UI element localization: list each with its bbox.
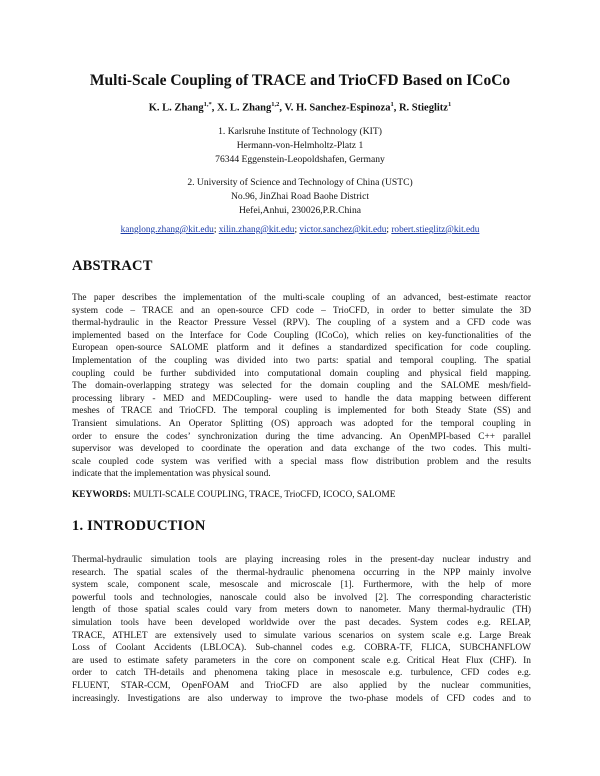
abstract-heading: ABSTRACT [72, 258, 153, 274]
author-name: R. Stieglitz [398, 102, 448, 114]
abstract-body: The paper describes the implementation of the multi-scale coupling of an advanced, best-estimate reactor system code – TRACE and an open-source CFD code – TrioCFD, in order to better simulate the 3D thermal-hydraulic in the Reactor Pressure Vessel (RPV). The coupling of a system and a CFD code was implemented based on the Interface for Code Coupling (ICoCo), which relies on key-functionalities of the European open-source SALOME platform and it defines a standardized specification for code coupling. Implementation of the coupling was divided into two parts: spatial and temporal coupling. The spatial coupling could be further subdivided into computational domain coupling and physical field mapping. The domain-overlapping strategy was selected for the domain coupling and the SALOME mesh/field- processing library - MED and MEDCoupling- were used to handle the data mapping between different meshes of TRACE and TrioCFD. The temporal coupling is implemented for both Steady State (SS) and Transient simulations. An Operator Splitting (OS) approach was adopted for the temporal coupling in order to ensure the codes’ synchronization during the time advancing. An OpenMPI-based C++ parallel supervisor was developed to coordinate the operation and data exchange of the two codes. This multi- scale coupled code system was verified with a special mass flow distribution problem and the results indicate that the implementation was physical sound. [72, 293, 531, 480]
author-name: V. H. Sanchez-Espinoza [284, 102, 391, 114]
author-list: K. L. Zhang$^{1,*}$, X. L. Zhang$^{1,2}$, V. H. Sanchez-Espinoza$^1$, R. Stieglitz$^1$ [148, 101, 452, 114]
introduction-body: Thermal-hydraulic simulation tools are playing increasing roles in the present-day nuclear industry and research. The spatial scales of the thermal-hydraulic phenomena occurring in the NPP mainly involve system scale, component scale, mesoscale and microscale [1]. Furthermore, with the help of more powerful tools and technologies, nanoscale could also be involved [2]. The corresponding characteristic length of those spatial scales could vary from meters down to nanometer. Many thermal-hydraulic (TH) simulation tools have been developed worldwide over the past decades. System codes e.g. RELAP, TRACE, ATHLET are extensively used to simulate various scenarios on system scale e.g. Large Break Loss of Coolant Accidents (LBLOCA). Sub-channel codes e.g. COBRA-TF, FLICA, SUBCHANFLOW are used to estimate safety parameters in the core on component scale e.g. Critical Heat Flux (CHF). In order to catch TH-details and phenomena taking place in mesoscale e.g. turbulence, CFD codes e.g. FLUENT, STAR-CCM, OpenFOAM and TrioCFD are also applied by the nuclear communities, increasingly. Investigations are also underway to improve the two-phase models of CFD codes and to [72, 555, 531, 704]
author-affiliation-marker: 1 [447, 101, 452, 108]
keywords-line [72, 490, 395, 500]
affiliation-ustc: 2. University of Science and Technology of China (USTC) No.96, JinZhai Road Baohe District Hefei,Anhui, 230026,P.R.China [187, 177, 413, 217]
email-link[interactable]: xilin.zhang@kit.edu [218, 225, 295, 235]
keywords-list: MULTI-SCALE COUPLING, TRACE, TrioCFD, ICOCO, SALOME [133, 490, 396, 500]
author-affiliation-marker: 1,2 [271, 101, 280, 108]
email-link[interactable]: robert.stieglitz@kit.edu [391, 225, 480, 235]
keywords-label: KEYWORDS: [72, 490, 131, 500]
author-name: K. L. Zhang [148, 102, 204, 114]
email-list: kanglong.zhang@kit.edu; xilin.zhang@kit.edu; victor.sanchez@kit.edu; robert.stieglitz@kit.edu [120, 225, 480, 235]
introduction-heading: 1. INTRODUCTION [72, 518, 206, 534]
author-name: X. L. Zhang [217, 102, 272, 114]
affiliation-kit: 1. Karlsruhe Institute of Technology (KIT) Hermann-von-Helmholtz-Platz 1 76344 Eggenstein-Leopoldshafen, Germany [215, 126, 385, 166]
author-affiliation-marker: 1 [390, 101, 394, 108]
email-link[interactable]: victor.sanchez@kit.edu [299, 225, 387, 235]
paper-title: Multi-Scale Coupling of TRACE and TrioCFD Based on ICoCo [89, 72, 511, 89]
author-affiliation-marker: 1,* [203, 101, 212, 108]
email-link[interactable]: kanglong.zhang@kit.edu [120, 225, 214, 235]
